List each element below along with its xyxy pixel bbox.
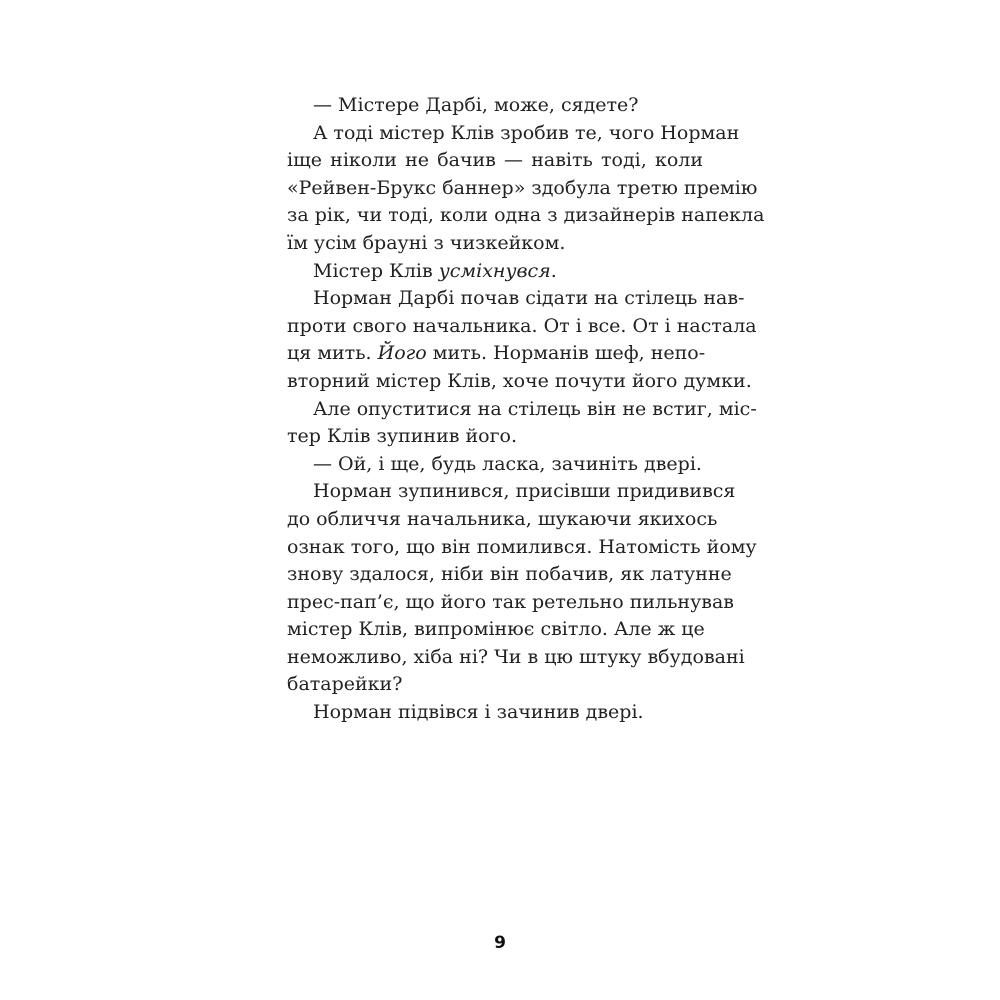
text-line: «Рейвен-Брукс баннер» здобула третю премію (287, 176, 758, 199)
text-line: тер Клів зупинив його. (287, 425, 518, 448)
text-line: Норман зупинився, присівши придивився (313, 480, 736, 503)
text-segment: мить. Норманів шеф, непо- (426, 342, 706, 365)
emphasis-text: Його (377, 342, 427, 365)
body-text (287, 92, 765, 727)
text-line: до обличчя начальника, шукаючи якихось (287, 507, 718, 530)
text-line: проти свого начальника. От і все. От і настала (287, 314, 757, 337)
text-line: іще ніколи не бачив — навіть тоді, коли (287, 149, 703, 172)
text-segment: ця мить. (287, 342, 378, 365)
text-line: батарейки? (287, 673, 403, 696)
text-line: їм усім брауні з чизкейком. (287, 231, 566, 254)
text-line: ознак того, що він помилився. Натомість йому (287, 535, 757, 558)
text-line: прес-пап’є, що його так ретельно пильнував (287, 590, 735, 613)
text-line: Норман Дарбі почав сідати на стілець нав- (313, 287, 745, 310)
text-line: А тоді містер Клів зробив те, чого Норман (313, 121, 740, 144)
text-line (287, 258, 703, 286)
text-line: Норман підвівся і зачинив двері. (313, 701, 644, 724)
text-line: — Ой, і ще, будь ласка, зачиніть двері. (313, 452, 702, 475)
text-line: — Містере Дарбі, може, сядете? (313, 94, 639, 116)
emphasis-text: усміхнувся (438, 259, 551, 282)
text-line: неможливо, хіба ні? Чи в цю штуку вбудовані (287, 645, 745, 668)
text-line: за рік, чи тоді, коли одна з дизайнерів напекла (287, 204, 765, 227)
text-line: Але опуститися на стілець він не встиг, міс- (313, 397, 757, 420)
text-segment: Містер Клів (313, 259, 439, 282)
text-line (287, 340, 706, 368)
text-line: містер Клів, випромінює світло. Але ж це (287, 618, 705, 641)
text-line: вторний містер Клів, хоче почути його думки. (287, 369, 752, 392)
text-segment: . (550, 259, 557, 282)
page-number: 9 (494, 933, 506, 953)
text-line: знову здалося, ніби він побачив, як латунне (287, 563, 732, 586)
